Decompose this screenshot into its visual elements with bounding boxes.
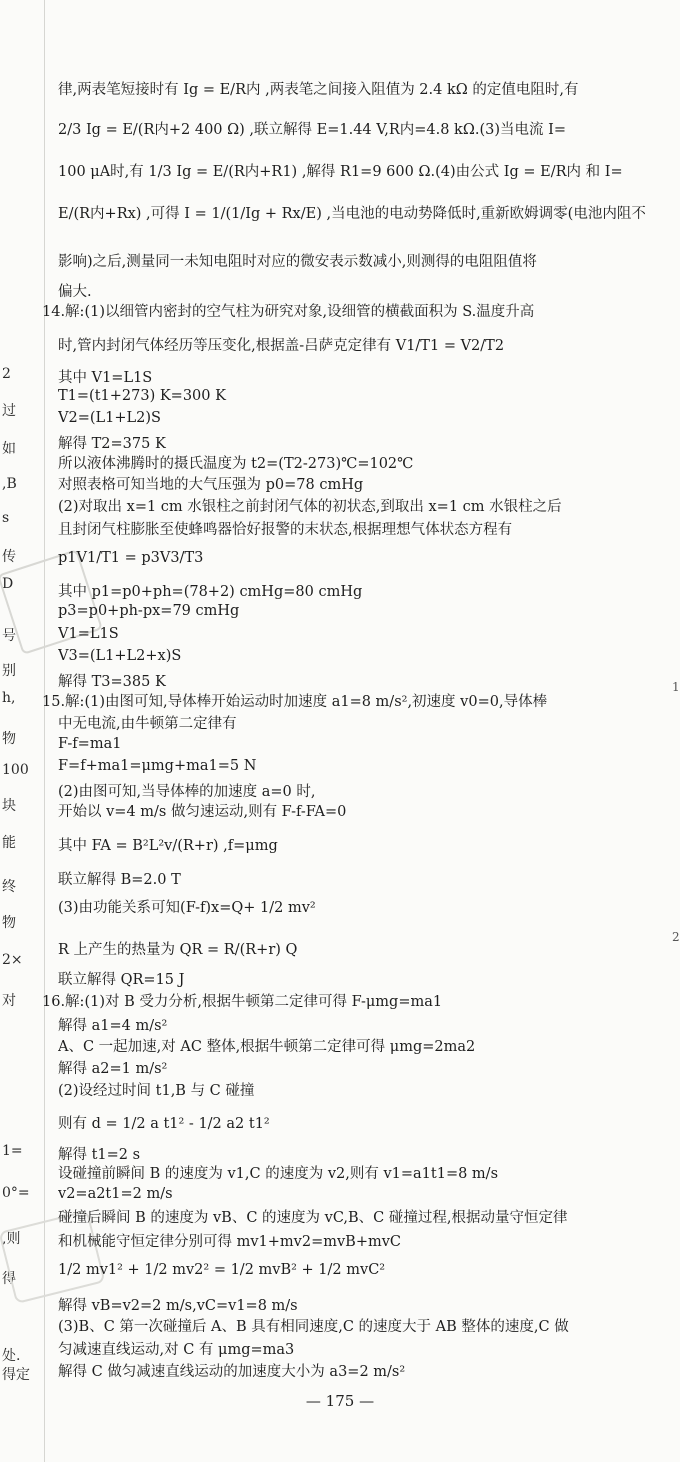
margin-text-fragment: 100 xyxy=(2,762,29,778)
solution-line: p3=p0+ph-px=79 cmHg xyxy=(58,603,240,619)
solution-line: R 上产生的热量为 QR = R/(R+r) Q xyxy=(58,942,298,958)
margin-text-fragment: 传 xyxy=(2,549,16,565)
solution-line: 时,管内封闭气体经历等压变化,根据盖-吕萨克定律有 V1/T1 = V2/T2 xyxy=(58,338,505,354)
solution-line: V2=(L1+L2)S xyxy=(58,410,161,426)
solution-line: 所以液体沸腾时的摄氏温度为 t2=(T2-273)℃=102℃ xyxy=(58,456,414,472)
solution-line: V1=L1S xyxy=(58,626,119,642)
page-number: — 175 — xyxy=(305,1392,375,1410)
margin-text-fragment: 过 xyxy=(2,403,16,419)
solution-line: p1V1/T1 = p3V3/T3 xyxy=(58,550,204,566)
solution-line: 15.解:(1)由图可知,导体棒开始运动时加速度 a1=8 m/s²,初速度 v0=0,导体棒 xyxy=(42,694,548,710)
solution-line: 开始以 v=4 m/s 做匀速运动,则有 F-f-FA=0 xyxy=(58,804,347,820)
margin-text-fragment: 2× xyxy=(2,952,23,968)
margin-text-fragment: ,B xyxy=(2,476,17,492)
solution-line: 14.解:(1)以细管内密封的空气柱为研究对象,设细管的横截面积为 S.温度升高 xyxy=(42,304,535,320)
solution-line: 其中 V1=L1S xyxy=(58,370,153,386)
right-margin-strip xyxy=(672,0,680,1462)
solution-line: 且封闭气柱膨胀至使蜂鸣器恰好报警的末状态,根据理想气体状态方程有 xyxy=(58,522,513,538)
solution-line: 100 μA时,有 1/3 Ig = E/(R内+R1) ,解得 R1=9 600 Ω.(4)由公式 Ig = E/R内 和 I= xyxy=(58,164,623,180)
solution-line: 解得 C 做匀减速直线运动的加速度大小为 a3=2 m/s² xyxy=(58,1364,406,1380)
solution-line: 解得 T2=375 K xyxy=(58,436,166,452)
margin-text-fragment: 得 xyxy=(2,1271,16,1287)
solution-line: (3)B、C 第一次碰撞后 A、B 具有相同速度,C 的速度大于 AB 整体的速度,C 做 xyxy=(58,1319,569,1335)
margin-text-fragment: 物 xyxy=(2,915,16,931)
margin-text-fragment: 2 xyxy=(672,930,680,944)
solution-line: T1=(t1+273) K=300 K xyxy=(58,388,226,404)
solution-line: 匀减速直线运动,对 C 有 μmg=ma3 xyxy=(58,1342,295,1358)
margin-text-fragment: 号 xyxy=(2,628,16,644)
margin-text-fragment: h, xyxy=(2,690,16,706)
margin-text-fragment: 能 xyxy=(2,835,16,851)
solution-line: F=f+ma1=μmg+ma1=5 N xyxy=(58,758,257,774)
solution-line: 对照表格可知当地的大气压强为 p0=78 cmHg xyxy=(58,477,364,493)
solution-line: V3=(L1+L2+x)S xyxy=(58,648,182,664)
solution-line: 其中 FA = B²L²v/(R+r) ,f=μmg xyxy=(58,838,278,854)
solution-line: (2)由图可知,当导体棒的加速度 a=0 时, xyxy=(58,784,316,800)
solution-line: 解得 t1=2 s xyxy=(58,1147,141,1163)
solution-line: 则有 d = 1/2 a t1² - 1/2 a2 t1² xyxy=(58,1116,270,1132)
margin-text-fragment: 块 xyxy=(2,798,16,814)
solution-line: (2)设经过时间 t1,B 与 C 碰撞 xyxy=(58,1083,255,1099)
solution-line: F-f=ma1 xyxy=(58,736,122,752)
solution-line: 16.解:(1)对 B 受力分析,根据牛顿第二定律可得 F-μmg=ma1 xyxy=(42,994,443,1010)
solution-line: 偏大. xyxy=(58,284,92,300)
solution-line: 解得 a1=4 m/s² xyxy=(58,1018,168,1034)
margin-text-fragment: 得定 xyxy=(2,1367,30,1383)
margin-text-fragment: 别 xyxy=(2,663,16,679)
solution-line: v2=a2t1=2 m/s xyxy=(58,1186,173,1202)
margin-text-fragment: D xyxy=(2,576,14,592)
margin-text-fragment: 终 xyxy=(2,879,16,895)
solution-line: 设碰撞前瞬间 B 的速度为 v1,C 的速度为 v2,则有 v1=a1t1=8 m/s xyxy=(58,1166,499,1182)
margin-text-fragment: 1 xyxy=(672,680,680,694)
solution-line: 其中 p1=p0+ph=(78+2) cmHg=80 cmHg xyxy=(58,584,363,600)
margin-text-fragment: 物 xyxy=(2,731,16,747)
solution-line: A、C 一起加速,对 AC 整体,根据牛顿第二定律可得 μmg=2ma2 xyxy=(58,1039,476,1055)
solution-line: 解得 T3=385 K xyxy=(58,674,166,690)
solution-line: 碰撞后瞬间 B 的速度为 vB、C 的速度为 vC,B、C 碰撞过程,根据动量守恒定律 xyxy=(58,1210,568,1226)
solution-line: 1/2 mv1² + 1/2 mv2² = 1/2 mvB² + 1/2 mvC² xyxy=(58,1262,386,1278)
solution-line: 和机械能守恒定律分别可得 mv1+mv2=mvB+mvC xyxy=(58,1234,402,1250)
solution-line: 联立解得 B=2.0 T xyxy=(58,872,181,888)
solution-line: 解得 vB=v2=2 m/s,vC=v1=8 m/s xyxy=(58,1298,298,1314)
solution-line: 中无电流,由牛顿第二定律有 xyxy=(58,716,237,732)
solution-line: 律,两表笔短接时有 Ig = E/R内 ,两表笔之间接入阻值为 2.4 kΩ 的定值电阻时,有 xyxy=(58,82,579,98)
solution-line: 影响)之后,测量同一未知电阻时对应的微安表示数减小,则测得的电阻阻值将 xyxy=(58,254,537,270)
margin-text-fragment: 1= xyxy=(2,1143,23,1159)
solution-line: (2)对取出 x=1 cm 水银柱之前封闭气体的初状态,到取出 x=1 cm 水银柱之后 xyxy=(58,499,562,515)
margin-text-fragment: 2 xyxy=(2,366,11,382)
solution-line: 解得 a2=1 m/s² xyxy=(58,1061,168,1077)
margin-text-fragment: 如 xyxy=(2,441,16,457)
solution-line: E/(R内+Rx) ,可得 I = 1/(1/Ig + Rx/E) ,当电池的电动势降低时,重新欧姆调零(电池内阻不 xyxy=(58,206,646,222)
margin-text-fragment: 对 xyxy=(2,993,16,1009)
solution-line: (3)由功能关系可知(F-f)x=Q+ 1/2 mv² xyxy=(58,900,316,916)
solution-line: 联立解得 QR=15 J xyxy=(58,972,185,988)
solution-line: 2/3 Ig = E/(R内+2 400 Ω) ,联立解得 E=1.44 V,R内=4.8 kΩ.(3)当电流 I= xyxy=(58,122,566,138)
margin-text-fragment: ,则 xyxy=(2,1231,21,1247)
margin-text-fragment: 0°= xyxy=(2,1185,30,1201)
margin-text-fragment: 处. xyxy=(2,1348,21,1364)
margin-text-fragment: s xyxy=(2,510,10,526)
